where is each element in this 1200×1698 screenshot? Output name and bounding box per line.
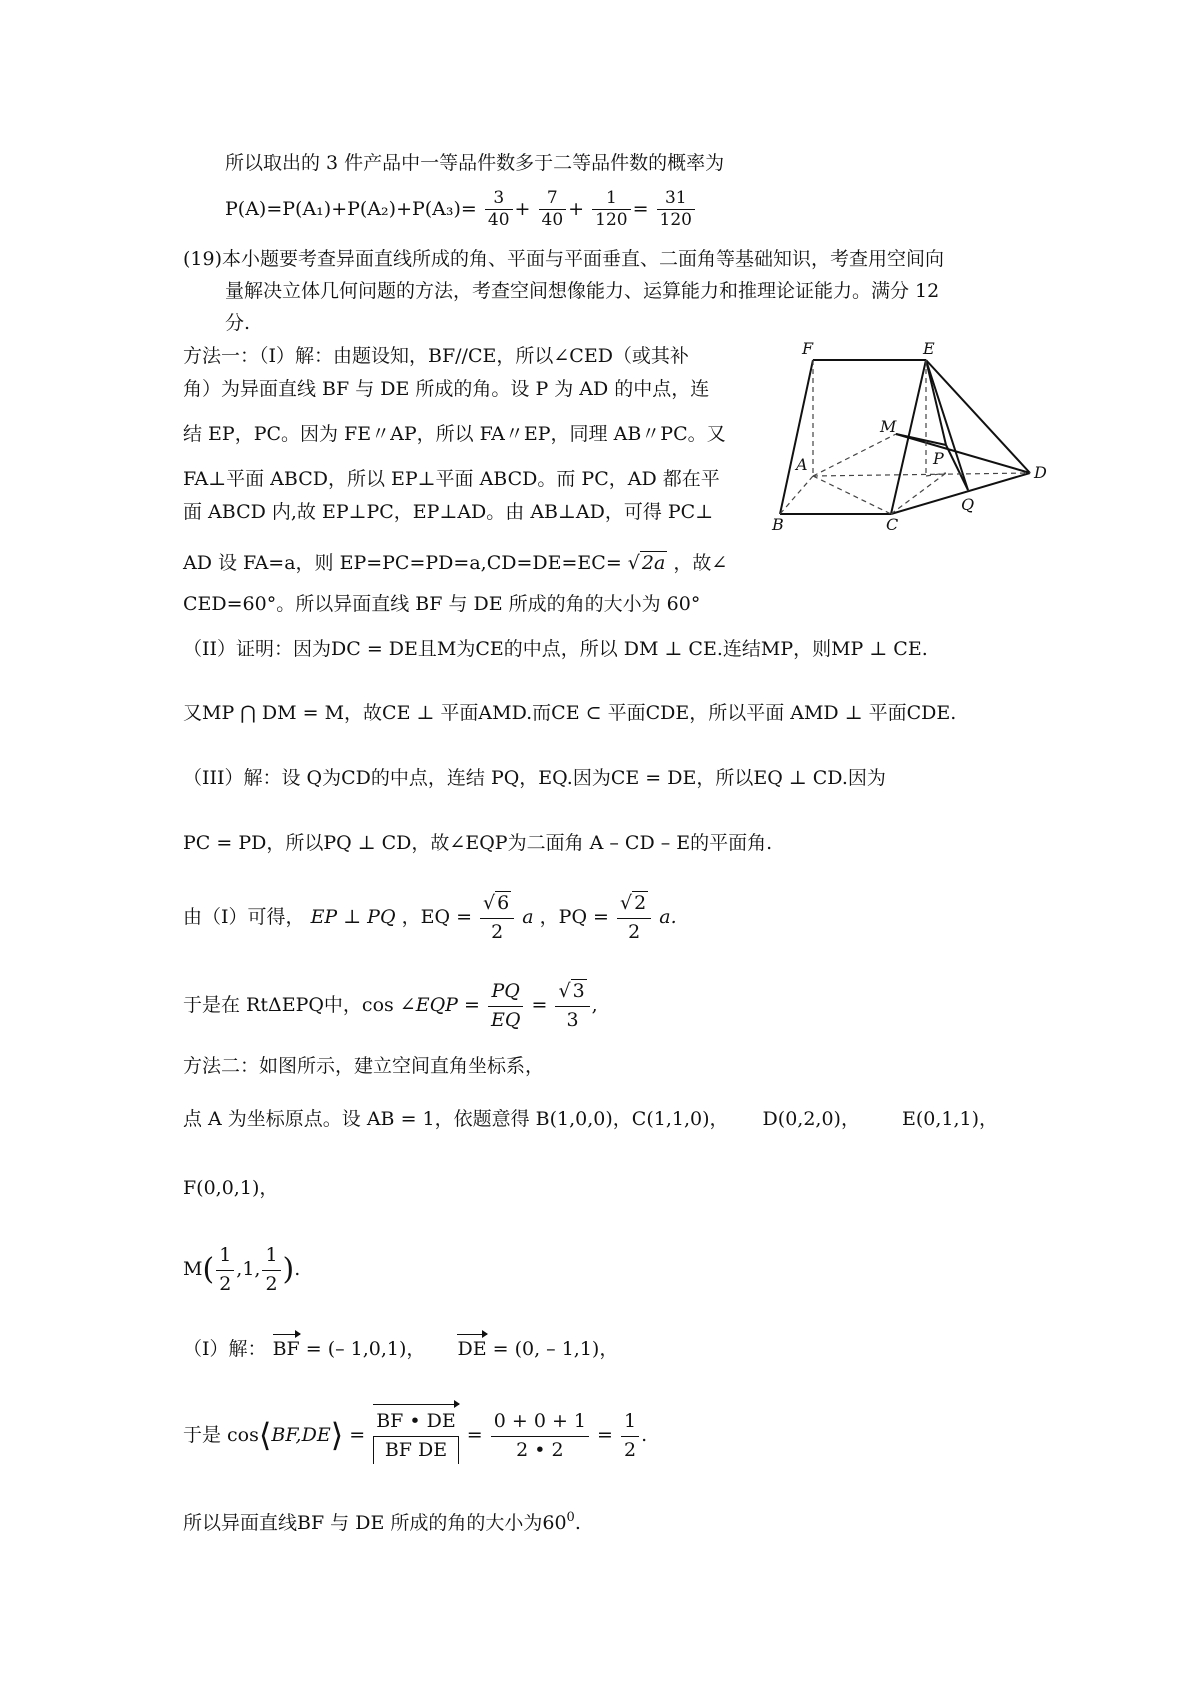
geometry-figure (768, 338, 1068, 533)
m1-line6: AD 设 FA=a，则 EP=PC=PD=a,CD=DE=EC= √ 2a ，故∠ (183, 552, 728, 574)
fig-label-A: A (796, 455, 808, 474)
q19-line2: 量解决立体几何问题的方法，考查空间想像能力、运算能力和推理论证能力。满分 12 (225, 280, 940, 302)
frac-cos-value: $\frac{0 + 0 + 1}{2 • 2}$ (491, 1408, 589, 1464)
m2-point-M: M( $\frac{1}{2}$ ,1, $\frac{1}{2}$ ). (183, 1244, 301, 1295)
frac-pq-eq: $\frac{PQ}{EQ}$ (488, 978, 523, 1034)
frac-cos-ratio: $\frac{BF • DE}{\text{BF DE}}$ (373, 1408, 459, 1464)
frac-3-40: $\frac{3}{40}$ (485, 188, 513, 232)
eq-ep-pq: 由（I）可得， EP ⊥ PQ ，EQ = $\frac{√ 6}{2}$ a ，PQ = $\frac{√ 2}{2}$ a. (183, 890, 677, 946)
frac-sqrt2-2: $\frac{√ 2}{2}$ (617, 890, 651, 946)
m1-line7: CED=60°。所以异面直线 BF 与 DE 所成的角的大小为 60° (183, 593, 701, 615)
vectors-line: （I）解： BF = (– 1,0,1)， DE = (0, – 1,1)， (183, 1338, 619, 1360)
prob-equation: P(A)=P(A₁)+P(A₂)+P(A₃)= $\frac{3}{40}$ + $\frac{7}{40}$ + $\frac{1}{120}$ = $\frac{31}{120}$ (225, 188, 697, 232)
frac-1-120: $\frac{1}{120}$ (592, 188, 630, 232)
frac-sqrt3-3: $\frac{√ 3}{3}$ (555, 978, 589, 1034)
frac-7-40: $\frac{7}{40}$ (539, 188, 567, 232)
fig-label-E: E (923, 339, 935, 358)
eq-cos-vectors: 于是 cos⟨BF,DE⟩ = $\frac{BF • DE}{\text{BF DE}}$ = $\frac{0 + 0 + 1}{2 • 2}$ = $\frac{1}{2}$ . (183, 1408, 647, 1464)
m1-line4: FA⊥平面 ABCD，所以 EP⊥平面 ABCD。而 PC，AD 都在平 (183, 468, 720, 490)
m2-point-F: F(0,0,1)， (183, 1177, 279, 1199)
q19-line3: 分. (225, 312, 251, 334)
fig-label-F: F (802, 339, 814, 358)
p2-line2: 又MP ⋂ DM = M，故CE ⊥ 平面AMD.而CE ⊂ 平面CDE，所以平面 AMD ⊥ 平面CDE. (183, 702, 957, 724)
fig-label-M: M (880, 417, 897, 436)
final-conclusion: 所以异面直线BF 与 DE 所成的角的大小为$60^0$. (183, 1510, 581, 1534)
p2-line1: （II）证明：因为DC = DE且M为CE的中点，所以 DM ⊥ CE.连结MP，则MP ⊥ CE. (183, 638, 928, 660)
m1-line3: 结 EP，PC。因为 FE〃AP，所以 FA〃EP，同理 AB〃PC。又 (183, 423, 726, 445)
fig-label-P: P (933, 449, 944, 468)
prob-eq-lhs: P(A)=P(A₁)+P(A₂)+P(A₃)= (225, 197, 477, 220)
eq-cos-eqp: 于是在 RtΔEPQ中，cos ∠EQP = $\frac{PQ}{EQ}$ = $\frac{√ 3}{3}$ , (183, 978, 598, 1034)
fig-label-Q: Q (961, 495, 975, 514)
fig-label-B: B (772, 515, 784, 533)
m2-points: 点 A 为坐标原点。设 AB = 1，依题意得 B(1,0,0)，C(1,1,0)， D(0,2,0)， E(0,1,1)， (183, 1108, 999, 1130)
frac-sqrt6-2: $\frac{√ 6}{2}$ (480, 890, 514, 946)
m1-line2: 角）为异面直线 BF 与 DE 所成的角。设 P 为 AD 的中点，连 (183, 378, 710, 400)
sqrt-2a: √ 2a (627, 552, 666, 574)
m2-title: 方法二：如图所示，建立空间直角坐标系， (183, 1055, 545, 1077)
m1-line5: 面 ABCD 内,故 EP⊥PC，EP⊥AD。由 AB⊥AD，可得 PC⊥ (183, 501, 714, 523)
p3-line2: PC = PD，所以PQ ⊥ CD，故∠EQP为二面角 A – CD – E的平面角. (183, 832, 773, 854)
q19-line1: (19)本小题要考查异面直线所成的角、平面与平面垂直、二面角等基础知识，考查用空间向 (183, 248, 945, 270)
fig-label-D: D (1034, 463, 1047, 482)
prob-intro: 所以取出的 3 件产品中一等品件数多于二等品件数的概率为 (225, 152, 725, 174)
p3-line1: （III）解：设 Q为CD的中点，连结 PQ，EQ.因为CE = DE，所以EQ ⊥ CD.因为 (183, 767, 886, 789)
frac-31-120: $\frac{31}{120}$ (657, 188, 695, 232)
frac-half: $\frac{1}{2}$ (621, 1408, 639, 1464)
fig-label-C: C (886, 515, 899, 533)
m1-line1: 方法一：（Ⅰ）解：由题设知，BF//CE，所以∠CED（或其补 (183, 345, 689, 367)
